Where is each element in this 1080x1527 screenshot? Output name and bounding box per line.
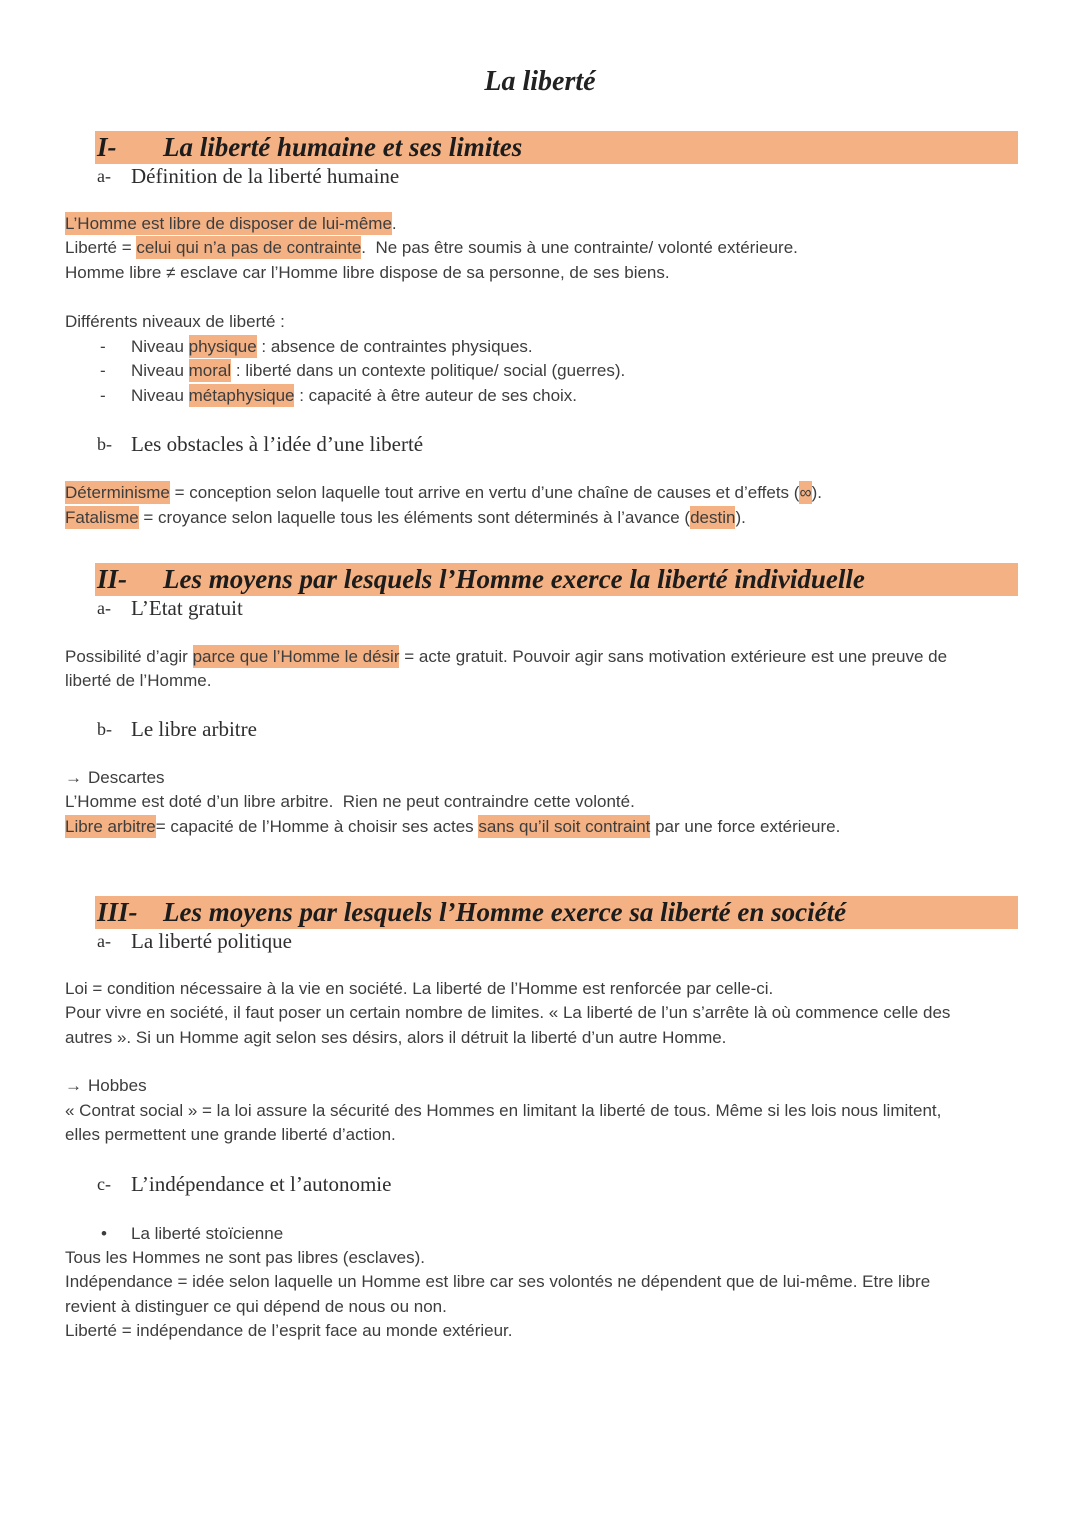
highlighted-text: ∞ xyxy=(799,483,812,502)
page-title: La liberté xyxy=(484,66,596,97)
paragraph-line: Loi = condition nécessaire à la vie en société. La liberté de l’Homme est renforcée par celle-ci. xyxy=(65,979,774,998)
subheading-label: c- xyxy=(97,1174,111,1194)
highlighted-text: parce que l’Homme le désir xyxy=(192,647,400,666)
author-name: Hobbes xyxy=(88,1076,147,1095)
subheading-title: Définition de la liberté humaine xyxy=(131,164,400,188)
text: par une force extérieure. xyxy=(650,817,841,836)
highlighted-text: L’Homme est libre de disposer de lui-même xyxy=(65,214,392,233)
definition-libre-arbitre xyxy=(65,815,840,839)
highlighted-text: moral xyxy=(188,361,232,380)
section-heading-1 xyxy=(95,131,1018,164)
text: = acte gratuit. Pouvoir agir sans motivation extérieure est une preuve de xyxy=(399,647,948,666)
section-number: III- xyxy=(97,897,138,927)
text: ). xyxy=(811,483,822,502)
dash-marker: - xyxy=(100,361,106,380)
section-title: La liberté humaine et ses limites xyxy=(163,132,523,162)
subheading-title: Le libre arbitre xyxy=(131,717,257,741)
section-title: Les moyens par lesquels l’Homme exerce la liberté individuelle xyxy=(163,564,865,594)
dash-marker: - xyxy=(100,386,106,405)
text: : absence de contraintes physiques. xyxy=(256,337,533,356)
highlighted-text: celui qui n’a pas de contrainte xyxy=(136,238,362,257)
paragraph-line: Tous les Hommes ne sont pas libres (esclaves). xyxy=(65,1248,425,1267)
subheading-title: L’indépendance et l’autonomie xyxy=(131,1172,392,1196)
text: Niveau xyxy=(131,361,189,380)
paragraph-line: autres ». Si un Homme agit selon ses désirs, alors il détruit la liberté d’un autre Homme. xyxy=(65,1028,727,1047)
list-item-text xyxy=(131,384,577,408)
text: Possibilité d’agir xyxy=(65,647,193,666)
list-intro: Différents niveaux de liberté : xyxy=(65,312,285,331)
text: = conception selon laquelle tout arrive en vertu d’une chaîne de causes et d’effets ( xyxy=(169,483,800,502)
subheading-title: Les obstacles à l’idée d’une liberté xyxy=(131,432,424,456)
section-number: I- xyxy=(97,132,117,162)
author-reference xyxy=(65,1074,147,1098)
text: = croyance selon laquelle tous les éléments sont déterminés à l’avance ( xyxy=(138,508,691,527)
text: . Ne pas être soumis à une contrainte/ volonté extérieure. xyxy=(361,238,798,257)
text: : capacité à être auteur de ses choix. xyxy=(294,386,578,405)
paragraph-line: Indépendance = idée selon laquelle un Homme est libre car ses volontés ne dépendent que de lui-même. Etre libre xyxy=(65,1272,931,1291)
bullet-item-text: La liberté stoïcienne xyxy=(131,1224,284,1243)
paragraph-line xyxy=(65,645,947,669)
bullet-icon: • xyxy=(101,1224,107,1243)
highlighted-term: Fatalisme xyxy=(65,508,139,527)
arrow-right-icon: → xyxy=(65,768,82,787)
dash-marker: - xyxy=(100,337,106,356)
subheading-title: L’Etat gratuit xyxy=(131,596,243,620)
arrow-right-icon: → xyxy=(65,1076,82,1095)
paragraph-line: revient à distinguer ce qui dépend de nous ou non. xyxy=(65,1297,447,1316)
section-heading-3 xyxy=(95,896,1018,929)
author-reference xyxy=(65,766,165,790)
paragraph-line: liberté de l’Homme. xyxy=(65,671,212,690)
text: . xyxy=(391,214,397,233)
list-item-text xyxy=(131,335,533,359)
subheading-label: b- xyxy=(97,434,112,454)
paragraph-line: elles permettent une grande liberté d’action. xyxy=(65,1125,396,1144)
highlighted-text: métaphysique xyxy=(188,386,295,405)
paragraph-line: Pour vivre en société, il faut poser un certain nombre de limites. « La liberté de l’un s’arrête là où commence celle des xyxy=(65,1003,951,1022)
text: : liberté dans un contexte politique/ social (guerres). xyxy=(231,361,626,380)
highlighted-text: destin xyxy=(690,508,736,527)
text: = capacité de l’Homme à choisir ses actes xyxy=(155,817,479,836)
section-heading-2 xyxy=(95,563,1018,596)
subheading-label: b- xyxy=(97,719,112,739)
paragraph-line: L’Homme est doté d’un libre arbitre. Rien ne peut contraindre cette volonté. xyxy=(65,792,635,811)
definition-determinisme xyxy=(65,481,822,505)
subheading-label: a- xyxy=(97,931,111,951)
section-number: II- xyxy=(97,564,128,594)
highlighted-term: Déterminisme xyxy=(65,483,170,502)
text: Liberté = xyxy=(65,238,137,257)
highlighted-text: physique xyxy=(188,337,257,356)
highlighted-term: Libre arbitre xyxy=(65,817,156,836)
author-name: Descartes xyxy=(88,768,165,787)
definition-fatalisme xyxy=(65,506,746,530)
list-item-text xyxy=(131,359,625,383)
paragraph-line: Liberté = indépendance de l’esprit face au monde extérieur. xyxy=(65,1321,513,1340)
text: ). xyxy=(735,508,746,527)
paragraph-line: Homme libre ≠ esclave car l’Homme libre dispose de sa personne, de ses biens. xyxy=(65,263,670,282)
highlighted-text: sans qu’il soit contraint xyxy=(478,817,651,836)
text: Niveau xyxy=(131,337,189,356)
section-title: Les moyens par lesquels l’Homme exerce sa liberté en société xyxy=(163,897,847,927)
text: Niveau xyxy=(131,386,189,405)
paragraph-line xyxy=(65,212,397,236)
subheading-title: La liberté politique xyxy=(131,929,292,953)
subheading-label: a- xyxy=(97,166,111,186)
subheading-label: a- xyxy=(97,598,111,618)
paragraph-line: « Contrat social » = la loi assure la sécurité des Hommes en limitant la liberté de tous. Même si les lois nous limitent, xyxy=(65,1101,942,1120)
paragraph-line xyxy=(65,236,798,260)
